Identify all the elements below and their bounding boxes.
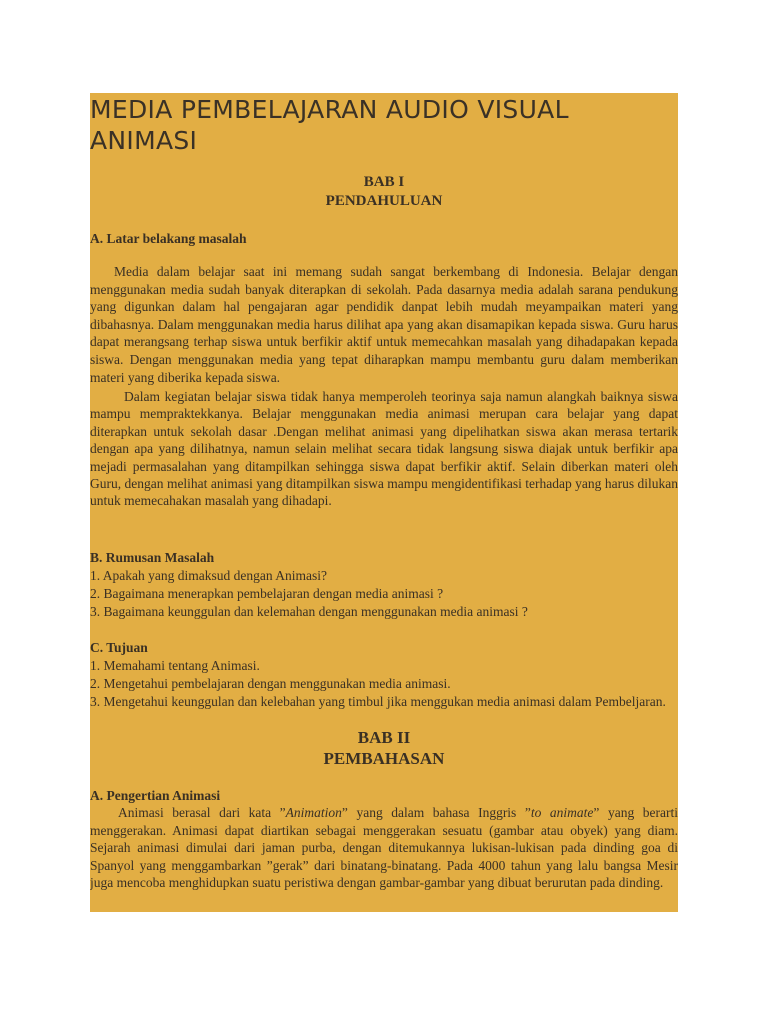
section-a2-paragraph [90, 804, 678, 892]
section-a-paragraph-1: Media dalam belajar saat ini memang sudah sangat berkembang di Indonesia. Belajar dengan menggunakan media sudah banyak diterapkan di sekolah. Pada dasarnya media adalah sarana pendukung yang digunkan dalam hal pengajaran agar pendidik danpat lebih mudah meyampaikan materi yang dibahasnya. Dalam menggunakan media harus dilihat apa yang akan disamapikan kepada siswa. Guru harus dapat merangsang terhap siswa untuk berfikir aktif untuk memecahkan masalah yang dihadapakan kepada siswa. Dengan menggunakan media yang tepat diharapkan mampu membantu guru dalam memberikan materi yang diberika kepada siswa. [90, 264, 678, 385]
section-a2-heading: A. Pengertian Animasi [90, 788, 221, 803]
bab2-label: BAB II [357, 728, 411, 747]
section-c-item-2: 2. Mengetahui pembelajaran dengan menggunakan media animasi. [90, 676, 451, 691]
section-c-item-1: 1. Memahami tentang Animasi. [90, 658, 260, 673]
term-to-animate: to animate [530, 805, 594, 820]
bab1-label: BAB I [363, 174, 405, 190]
term-animation: Animation [285, 805, 342, 820]
title-line-2: ANIMASI [90, 126, 198, 155]
para-start: Animasi berasal dari kata ” [118, 805, 286, 820]
section-b-item-3: 3. Bagaimana keunggulan dan kelemahan dengan menggunakan media animasi ? [90, 604, 528, 619]
title-line-1: MEDIA PEMBELAJARAN AUDIO VISUAL [90, 95, 569, 124]
section-a-paragraph-2: Dalam kegiatan belajar siswa tidak hanya memperoleh teorinya saja namun alangkah baiknya siswa mampu mempraktekkanya. Belajar menggunakan media animasi merupan cara belajar yang dapat diterapkan untuk sekolah dasar .Dengan melihat animasi yang dipelihatkan siswa akan merasa tertarik dengan apa yang dilihatnya, namun selain melihat secara tidak langsung siswa diajak untuk berfikir apa mejadi permasalahan yang ditampilkan sehingga siswa dapat berfikir aktif. Selain diberkan materi oleh Guru, dengan melihat animasi yang ditampilkan siswa mampu mengidentifikasi terhadap yang harus dilukan untuk memecahakan masalah yang dihadapi. [90, 389, 678, 509]
bab1-name: PENDAHULUAN [325, 193, 443, 209]
bab2-name: PEMBAHASAN [323, 749, 445, 768]
document-page [90, 93, 678, 912]
section-b-item-2: 2. Bagaimana menerapkan pembelajaran dengan media animasi ? [90, 586, 444, 601]
section-c-item-3: 3. Mengetahui keunggulan dan kelebahan yang timbul jika menggukan media animasi dalam Pembeljaran. [90, 694, 666, 709]
section-b-heading: B. Rumusan Masalah [90, 550, 215, 565]
section-b-item-1: 1. Apakah yang dimaksud dengan Animasi? [90, 568, 327, 583]
para-end: ” yang berarti menggerakan. Animasi dapat diartikan sebagai menggerakan sesuatu (gambar atau obyek) yang diam. Sejarah animasi dimulai dari jaman purba, dengan ditemukannya lukisan-lukisan pada dinding goa di Spanyol yang menggambarkan ”gerak” dari binatang-binatang. Pada 4000 tahun yang lalu bangsa Mesir juga mencoba menghidupkan suatu peristiwa dengan gambar-gambar yang dibuat berurutan pada dinding. [90, 805, 678, 891]
document-title [90, 94, 678, 156]
section-a-heading: A. Latar belakang masalah [90, 231, 247, 246]
para-mid: ” yang dalam bahasa Inggris ” [341, 805, 531, 820]
section-c-heading: C. Tujuan [90, 640, 148, 655]
